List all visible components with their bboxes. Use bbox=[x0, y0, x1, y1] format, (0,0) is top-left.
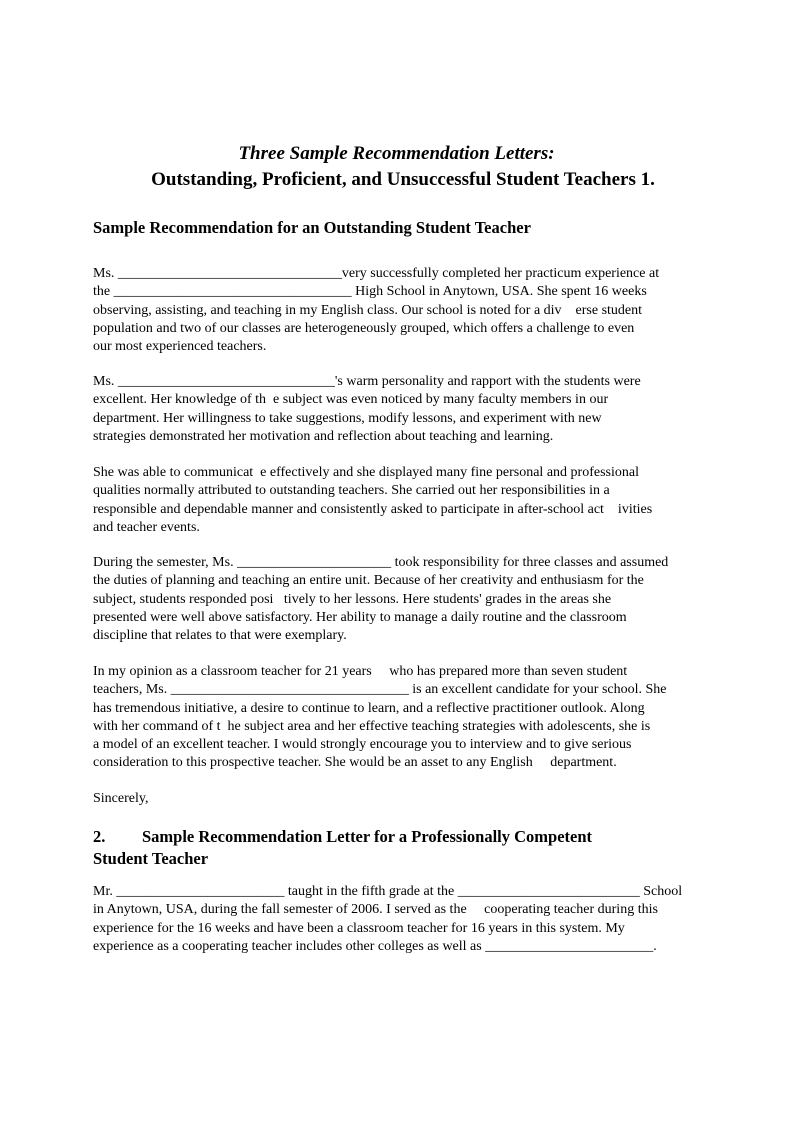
paragraph-line: experience for the 16 weeks and have been a classroom teacher for 16 years in this system. My bbox=[93, 920, 625, 936]
paragraph-line: the duties of planning and teaching an entire unit. Because of her creativity and enthusiasm for the bbox=[93, 573, 644, 589]
paragraph-line: and teacher events. bbox=[93, 519, 200, 535]
document-title-line-2: Outstanding, Proficient, and Unsuccessful Student Teachers 1. bbox=[151, 169, 655, 190]
paragraph-line: department. Her willingness to take suggestions, modify lessons, and experiment with new bbox=[93, 410, 602, 426]
paragraph bbox=[93, 883, 693, 956]
paragraph-line: a model of an excellent teacher. I would strongly encourage you to interview and to give serious bbox=[93, 737, 632, 753]
paragraph-line: strategies demonstrated her motivation and reflection about teaching and learning. bbox=[93, 428, 554, 444]
paragraph-line: She was able to communicat e effectively and she displayed many fine personal and professional bbox=[93, 465, 639, 480]
paragraph-line: observing, assisting, and teaching in my English class. Our school is noted for a div erse student bbox=[93, 302, 643, 318]
closing-line: Sincerely, bbox=[93, 791, 149, 806]
paragraph-line: in Anytown, USA, during the fall semester of 2006. I served as the cooperating teacher during this bbox=[93, 902, 658, 918]
paragraph bbox=[93, 373, 693, 446]
paragraph-line: teachers, Ms. __________________________________ is an excellent candidate for your school. She bbox=[93, 682, 667, 698]
paragraph-line: with her command of t he subject area and her effective teaching strategies with adolescents, she is bbox=[93, 718, 651, 734]
section-1-heading: Sample Recommendation for an Outstanding Student Teacher bbox=[93, 218, 531, 237]
document-title-line-1: Three Sample Recommendation Letters: bbox=[238, 143, 555, 164]
section-2-number: 2. bbox=[93, 827, 106, 846]
paragraph bbox=[93, 663, 693, 773]
paragraph-line: subject, students responded posi tively to her lessons. Here students' grades in the areas she bbox=[93, 591, 612, 607]
section-2-heading-continued: Student Teacher bbox=[93, 849, 209, 868]
paragraph-line: discipline that relates to that were exemplary. bbox=[93, 628, 347, 644]
paragraph-line: population and two of our classes are heterogeneously grouped, which offers a challenge to even bbox=[93, 320, 635, 336]
paragraph-line: Mr. ________________________ taught in the fifth grade at the __________________________ School bbox=[93, 884, 683, 899]
section-2-heading bbox=[93, 827, 592, 847]
paragraph bbox=[93, 265, 693, 356]
paragraph-line: the __________________________________ High School in Anytown, USA. She spent 16 weeks bbox=[93, 284, 647, 300]
paragraph-line: consideration to this prospective teacher. She would be an asset to any English department. bbox=[93, 755, 617, 771]
paragraph-line: qualities normally attributed to outstanding teachers. She carried out her responsibilities in a bbox=[93, 483, 610, 499]
paragraph bbox=[93, 554, 693, 645]
paragraph-line: has tremendous initiative, a desire to continue to learn, and a reflective practitioner outlook. Along bbox=[93, 700, 645, 716]
closing bbox=[93, 790, 693, 808]
paragraph-line: responsible and dependable manner and consistently asked to participate in after-school act ivities bbox=[93, 501, 653, 517]
paragraph-line: Ms. _______________________________'s warm personality and rapport with the students were bbox=[93, 374, 641, 389]
paragraph-line: presented were well above satisfactory. Her ability to manage a daily routine and the classroom bbox=[93, 609, 627, 625]
paragraph-line: In my opinion as a classroom teacher for 21 years who has prepared more than seven student bbox=[93, 664, 628, 679]
paragraph-line: excellent. Her knowledge of th e subject was even noticed by many faculty members in our bbox=[93, 392, 609, 408]
paragraph-line: During the semester, Ms. ______________________ took responsibility for three classes and assumed bbox=[93, 555, 669, 570]
paragraph-line: Ms. ________________________________very successfully completed her practicum experience at bbox=[93, 266, 660, 281]
paragraph bbox=[93, 464, 693, 537]
paragraph-line: our most experienced teachers. bbox=[93, 339, 267, 355]
paragraph-line: experience as a cooperating teacher includes other colleges as well as ________________________. bbox=[93, 938, 657, 954]
section-2-heading-line-1: Sample Recommendation Letter for a Professionally Competent bbox=[142, 827, 593, 846]
